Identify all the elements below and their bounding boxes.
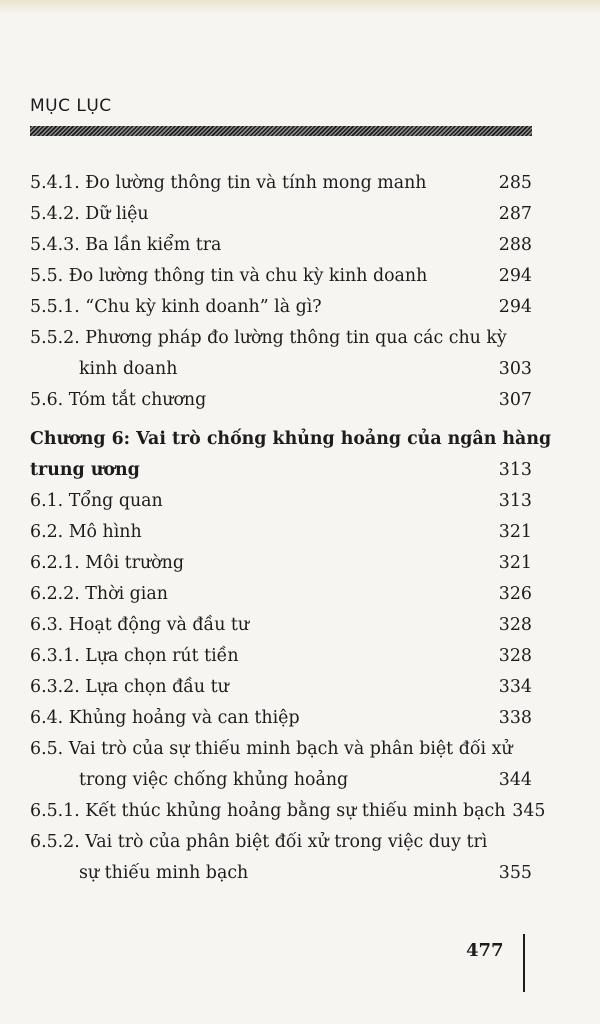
toc-entry-page: 288: [498, 235, 532, 255]
toc-entry-page: 344: [498, 770, 532, 790]
toc-entry[interactable]: [30, 230, 532, 261]
toc-entry-title: 6.2. Mô hình: [30, 522, 142, 542]
toc-entry-title: 6.3. Hoạt động và đầu tư: [30, 615, 250, 635]
page-number: 477: [466, 940, 504, 961]
toc-entry[interactable]: [30, 703, 532, 734]
header-rule: [30, 126, 532, 136]
toc-entry-page: 294: [498, 266, 532, 286]
toc-entry-page: 321: [498, 553, 532, 573]
toc-chapter-heading[interactable]: [30, 424, 552, 455]
toc-entry[interactable]: [30, 261, 532, 292]
toc-entry-title: 5.4.3. Ba lần kiểm tra: [30, 235, 222, 255]
toc-entry[interactable]: [30, 517, 532, 548]
toc-entry[interactable]: [30, 385, 532, 416]
toc-entry[interactable]: [30, 292, 532, 323]
toc-entry-title: 6.5.1. Kết thúc khủng hoảng bằng sự thiếu minh bạch: [30, 801, 506, 821]
toc-entry[interactable]: [30, 796, 546, 827]
toc-entry-continuation[interactable]: [30, 765, 532, 796]
toc-entry-page: 313: [498, 491, 532, 511]
toc-entry[interactable]: [30, 672, 532, 703]
toc-entry[interactable]: [30, 827, 532, 858]
toc-entry-title: 5.5. Đo lường thông tin và chu kỳ kinh doanh: [30, 266, 428, 286]
toc-entry-page: 303: [498, 359, 532, 379]
table-of-contents: [30, 168, 552, 889]
toc-entry-title: 6.3.2. Lựa chọn đầu tư: [30, 677, 229, 697]
toc-entry-title: sự thiếu minh bạch: [79, 863, 249, 883]
toc-entry[interactable]: [30, 734, 532, 765]
toc-entry-page: 294: [498, 297, 532, 317]
toc-entry[interactable]: [30, 579, 532, 610]
toc-entry-title: 5.5.2. Phương pháp đo lường thông tin qua các chu kỳ: [30, 328, 507, 348]
running-header: MỤC LỤC: [30, 96, 112, 116]
toc-entry-page: 328: [498, 646, 532, 666]
toc-entry-page: 285: [498, 173, 532, 193]
toc-entry-continuation[interactable]: [30, 858, 532, 889]
toc-entry-title: 5.4.1. Đo lường thông tin và tính mong manh: [30, 173, 427, 193]
toc-entry-page: 355: [498, 863, 532, 883]
toc-entry-page: 313: [498, 460, 532, 480]
toc-entry[interactable]: [30, 199, 532, 230]
toc-entry[interactable]: [30, 610, 532, 641]
page-edge-shadow: [0, 0, 600, 14]
toc-entry-title: 5.5.1. “Chu kỳ kinh doanh” là gì?: [30, 297, 322, 317]
toc-entry-page: 307: [498, 390, 532, 410]
toc-entry[interactable]: [30, 168, 532, 199]
toc-entry-continuation[interactable]: [30, 354, 532, 385]
toc-entry-page: 287: [498, 204, 532, 224]
toc-entry[interactable]: [30, 323, 532, 354]
toc-entry-title: 6.2.1. Môi trường: [30, 553, 184, 573]
toc-entry-title: 6.4. Khủng hoảng và can thiệp: [30, 708, 300, 728]
toc-entry-page: 334: [498, 677, 532, 697]
toc-entry-title: trung ương: [30, 460, 140, 480]
toc-entry-page: 321: [498, 522, 532, 542]
toc-entry-page: 345: [512, 801, 546, 821]
toc-entry-title: 5.4.2. Dữ liệu: [30, 204, 149, 224]
toc-entry-title: 6.1. Tổng quan: [30, 491, 163, 511]
toc-entry-page: 328: [498, 615, 532, 635]
toc-entry-page: 326: [498, 584, 532, 604]
toc-entry-title: 6.5. Vai trò của sự thiếu minh bạch và phân biệt đối xử: [30, 739, 513, 759]
page-number-rule: [523, 934, 525, 992]
toc-entry[interactable]: [30, 486, 532, 517]
toc-chapter-heading-continuation[interactable]: [30, 455, 532, 486]
toc-entry-title: 6.5.2. Vai trò của phân biệt đối xử trong việc duy trì: [30, 832, 488, 852]
toc-entry-title: 6.3.1. Lựa chọn rút tiền: [30, 646, 239, 666]
toc-entry-title: Chương 6: Vai trò chống khủng hoảng của ngân hàng: [30, 429, 552, 449]
toc-entry-title: kinh doanh: [79, 359, 178, 379]
toc-entry-title: 5.6. Tóm tắt chương: [30, 390, 207, 410]
toc-entry-page: 338: [498, 708, 532, 728]
toc-entry-title: trong việc chống khủng hoảng: [79, 770, 349, 790]
toc-entry[interactable]: [30, 548, 532, 579]
toc-entry-title: 6.2.2. Thời gian: [30, 584, 168, 604]
toc-entry[interactable]: [30, 641, 532, 672]
